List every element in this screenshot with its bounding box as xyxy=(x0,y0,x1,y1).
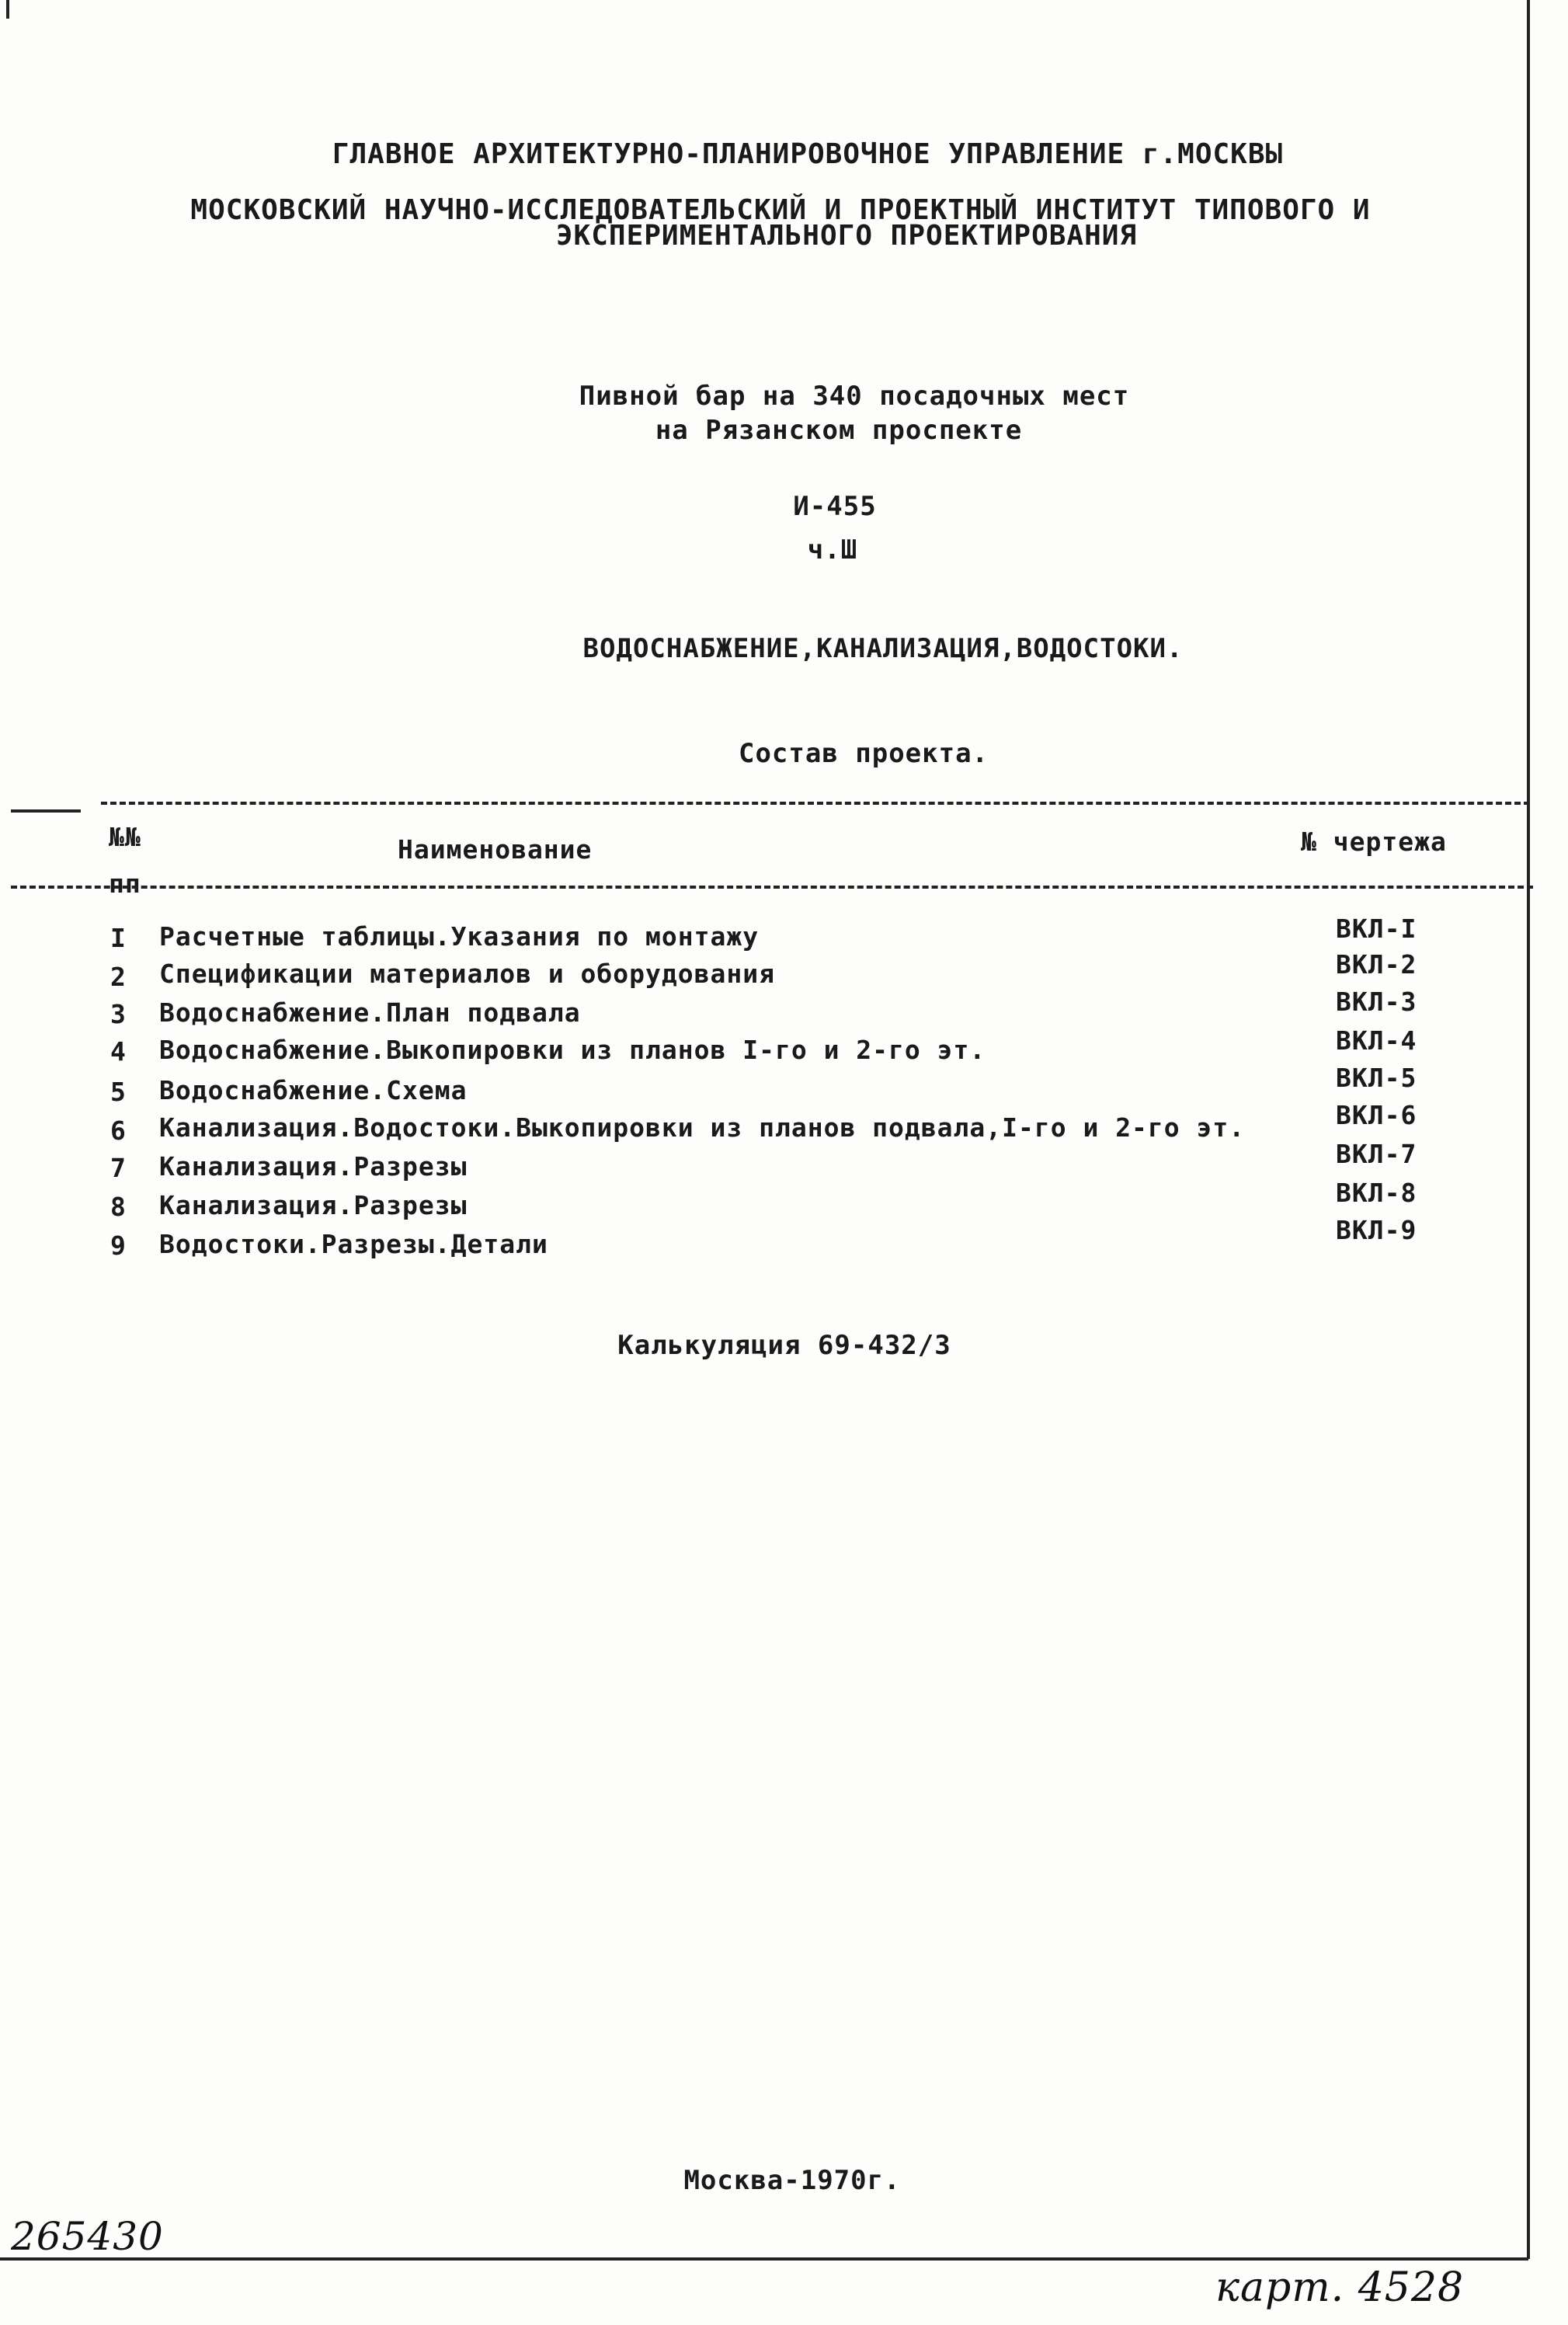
table-row-number: 2 xyxy=(110,962,127,992)
table-row-number: 4 xyxy=(110,1036,127,1067)
table-row-name: Водоснабжение.Схема xyxy=(159,1075,468,1105)
authority-heading: ГЛАВНОЕ АРХИТЕКТУРНО-ПЛАНИРОВОЧНОЕ УПРАВЛЕНИЕ г.МОСКВЫ xyxy=(332,138,1284,170)
table-row-drawing: ВКЛ-I xyxy=(1336,914,1417,944)
calculation-reference: Калькуляция 69-432/3 xyxy=(617,1330,951,1361)
table-row-drawing: ВКЛ-3 xyxy=(1336,987,1417,1017)
table-top-rule xyxy=(101,802,1530,805)
handwritten-inventory-number: 265430 xyxy=(11,2214,164,2259)
table-row-name: Водостоки.Разрезы.Детали xyxy=(159,1229,548,1259)
table-row-name: Спецификации материалов и оборудования xyxy=(159,959,775,989)
table-row-number: 3 xyxy=(110,999,127,1029)
table-row-number: 7 xyxy=(110,1153,127,1183)
place-and-year: Москва-1970г. xyxy=(683,2165,901,2196)
contents-heading: Состав проекта. xyxy=(738,738,989,769)
project-code: И-455 xyxy=(793,491,877,522)
frame-bottom-line xyxy=(0,2257,1528,2261)
institute-heading-line2: ЭКСПЕРИМЕНТАЛЬНОГО ПРОЕКТИРОВАНИЯ xyxy=(555,220,1138,252)
handwritten-card-number: карт. 4528 xyxy=(1215,2264,1465,2311)
table-row-number: 5 xyxy=(110,1077,127,1107)
project-part: ч.Ш xyxy=(807,534,858,566)
frame-right-line xyxy=(1527,0,1530,2259)
project-title-line1: Пивной бар на 340 посадочных мест xyxy=(579,381,1130,412)
column-header-number-sub: пп xyxy=(109,868,141,899)
table-row-name: Водоснабжение.Выкопировки из планов I-го и 2-го эт. xyxy=(159,1035,986,1065)
institute-heading-line1: МОСКОВСКИЙ НАУЧНО-ИССЛЕДОВАТЕЛЬСКИЙ И ПРОЕКТНЫЙ ИНСТИТУТ ТИПОВОГО И xyxy=(190,194,1371,226)
column-header-number: №№ xyxy=(109,822,141,852)
table-row-name: Канализация.Разрезы xyxy=(159,1151,468,1182)
column-header-drawing: № чертежа xyxy=(1301,827,1447,857)
table-row-number: 9 xyxy=(110,1230,127,1261)
table-row-name: Водоснабжение.План подвала xyxy=(159,997,581,1028)
table-row-name: Расчетные таблицы.Указания по монтажу xyxy=(159,921,760,952)
column-header-name: Наименование xyxy=(398,834,593,865)
table-row-drawing: ВКЛ-9 xyxy=(1336,1215,1417,1245)
table-row-name: Канализация.Водостоки.Выкопировки из планов подвала,I-го и 2-го эт. xyxy=(159,1112,1246,1143)
table-row-drawing: ВКЛ-8 xyxy=(1336,1178,1417,1208)
table-row-number: I xyxy=(110,923,127,953)
table-row-name: Канализация.Разрезы xyxy=(159,1190,468,1220)
frame-corner-mark xyxy=(6,0,9,19)
table-row-number: 8 xyxy=(110,1192,127,1222)
table-row-drawing: ВКЛ-7 xyxy=(1336,1139,1417,1169)
table-row-drawing: ВКЛ-6 xyxy=(1336,1100,1417,1130)
table-row-drawing: ВКЛ-4 xyxy=(1336,1025,1417,1056)
table-row-drawing: ВКЛ-2 xyxy=(1336,949,1417,980)
table-row-number: 6 xyxy=(110,1116,127,1146)
table-header-rule xyxy=(11,886,1533,889)
table-row-drawing: ВКЛ-5 xyxy=(1336,1063,1417,1093)
section-title: ВОДОСНАБЖЕНИЕ,КАНАЛИЗАЦИЯ,ВОДОСТОКИ. xyxy=(582,633,1184,664)
table-top-rule-start xyxy=(11,809,81,813)
project-title-line2: на Рязанском проспекте xyxy=(655,415,1023,446)
